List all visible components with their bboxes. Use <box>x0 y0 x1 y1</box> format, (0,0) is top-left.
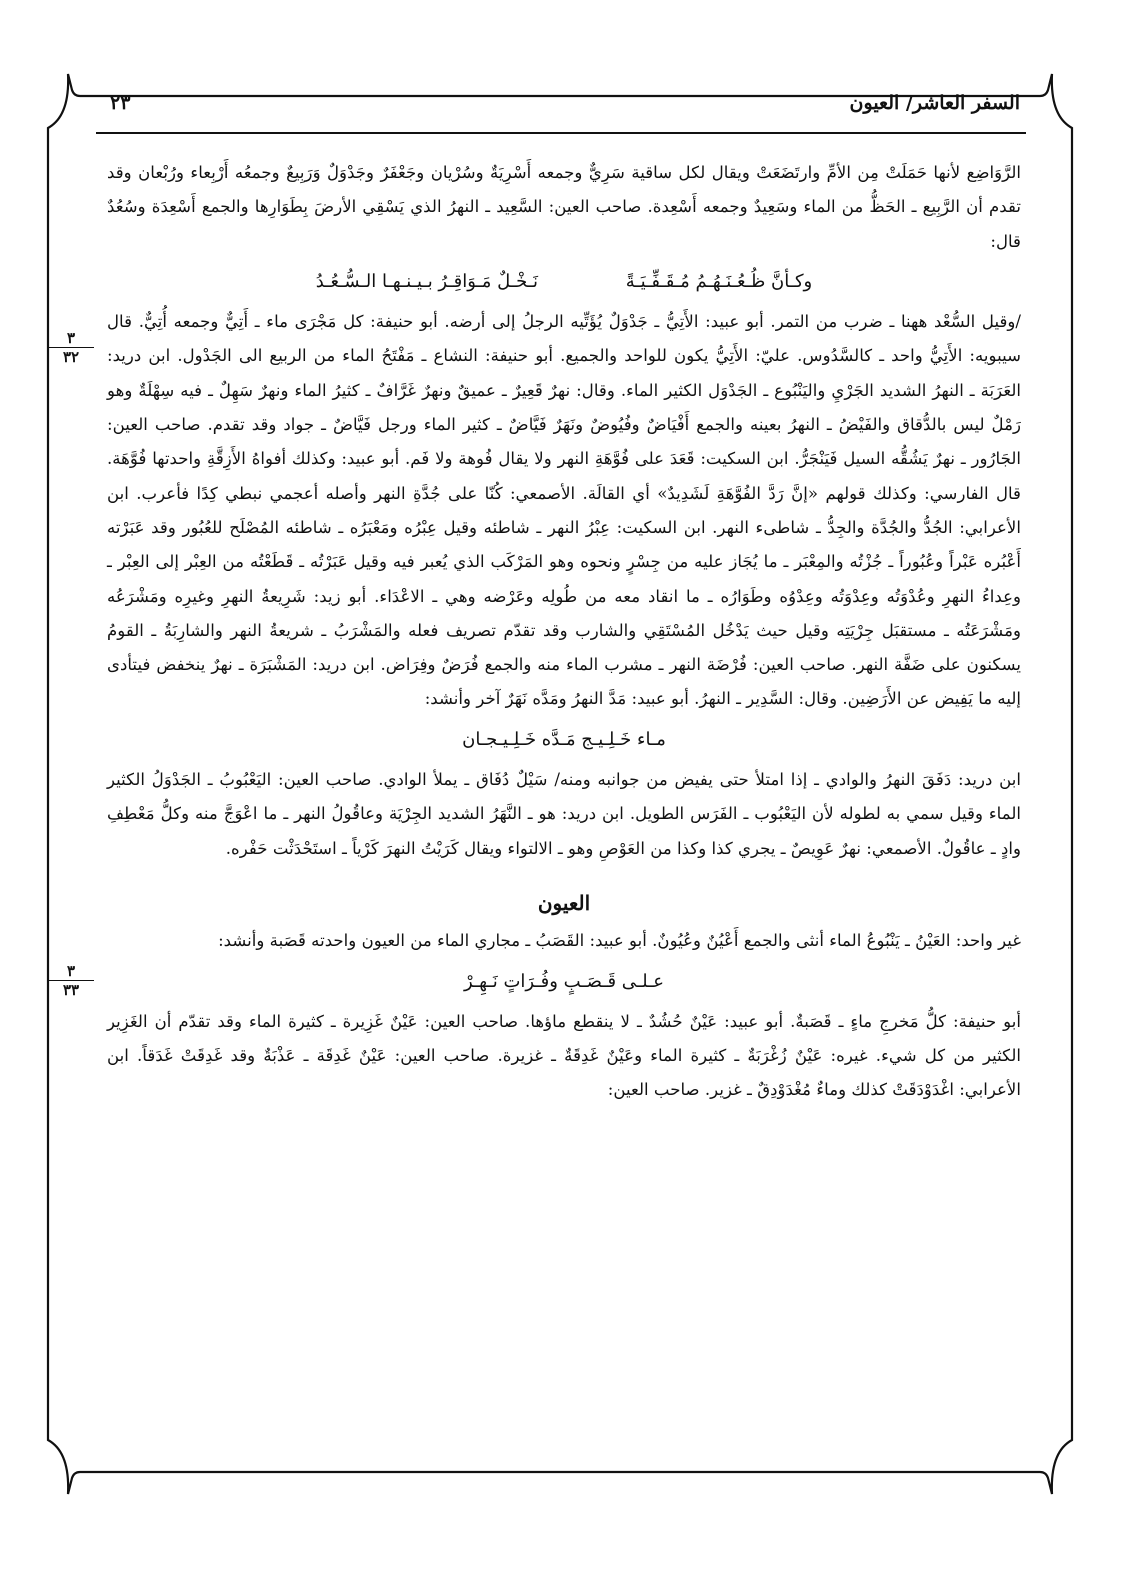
paragraph: /وقيل السُّعْد ههنا ـ ضرب من التمر. أبو عبيد: الأَتِيُّ ـ جَدْوَلٌ يُؤَتِّيه الرجلُ إلى أرضه. أبو حنيفة: كل مَجْرَى ماء ـ أَتِيٌّ وجمعه أُتِيٌّ. قال سيبويه: الأَتِيُّ واحد ـ كالسَّدُوس. عليّ: الأَتِيُّ يكون للواحد والجميع. أبو حنيفة: النشاع ـ مَفْتَحُ الماء من الربيع الى الجَدْول. ابن دريد: العَرَبَة ـ النهرُ الشديد الجَرْيِ واليَنْبُوع ـ الجَدْوَل الكثير الماء. وقال: نهرٌ قَعِيرٌ ـ عميقٌ ونهرٌ غَرَّافٌ ـ كثيرُ الماء ونهرٌ سَهِلٌ ـ فيه سِهْلَةٌ وهو رَمْلٌ ليس بالدُّقاق والفَيْضُ ـ النهرُ بعينه والجمع أَفْيَاضٌ وفُيُوضٌ ونَهَرٌ فَيَّاضٌ ـ كثير الماء ورجل فَيَّاضٌ ـ جواد وقد تقدم. صاحب العين: الجَارُور ـ نهرٌ يَشُقُّه السيل فَيَنْجَرُّ. ابن السكيت: قَعَدَ على فُوَّهَةِ النهر ولا يقال فُوهة ولا فَم. أبو عبيد: وكذلك أفواهُ الأَزِقَّةِ واحدتها فُوَّهَة. قال الفارسي: وكذلك قولهم «إنَّ رَدَّ الفُوَّهَةِ لَشَدِيدٌ» أي القالَة. الأصمعي: كُنّا على جُدَّةِ النهر وأصله أعجمي نبطي كِدًا فأعرب. ابن الأعرابي: الجُدُّ والجُدَّة والجِدُّ ـ شاطىء النهر. ابن السكيت: عِبْرُ النهر ـ شاطئه وقيل عِبْرُه ومَعْبَرُه ـ شاطئه المُصْلَح للعُبُور وقد عَبَرْته أَعْبُره عَبْراً وعُبُوراً ـ جُزْتُه والمِعْبَر ـ ما يُجَاز عليه من جِسْرٍ ونحوه وهو المَرْكَب الذي يُعبر فيه وقيل عَبَرْتُه ـ قَطَعْتُه من العِبْر إلى العِبْر ـ وعِداءُ النهرِ وعُدْوَتُه وعِدْوَتُه وعِدْوُه وطَوَارُه ـ ما انقاد معه من طُولِه وعَرْضه وهي ـ الاعْدَاء. أبو زيد: شَرِيعةُ النهرِ وغيرِه ومَشْرَعُه ومَشْرَعَتُه ـ مستقبَل جِرْيَتِه وقيل حيث يَدْخُل المُسْتَقِي والشارب وقد تقدّم تصريف فعله والمَشْرَبُ ـ شريعةُ النهر والشارِبَةُ ـ القومُ يسكنون على ضَفَّة النهر. صاحب العين: فُرْضَة النهر ـ مشرب الماء منه والجمع فُرَضٌ وفِرَاض. ابن دريد: المَشْبَرَة ـ نهرٌ ينخفض فيتأدى إليه ما يَفِيض عن الأَرَضِين. وقال: السَّدِير ـ النهرُ. أبو عبيد: مَدَّ النهرُ ومَدَّه نَهَرٌ آخر وأنشد: <box>107 312 1021 709</box>
verse-hemistich: وكـأنَّ ظُـعُـنَـهُـمُ مُـقَـفِّـيَـةً <box>625 270 813 292</box>
running-header <box>100 92 1020 122</box>
folio-denominator: ٣٣ <box>62 981 80 999</box>
margin-folio-note <box>48 963 94 998</box>
paragraph: غير واحد: العَيْنُ ـ يَنْبُوعُ الماء أنثى والجمع أَعْيُنٌ وعُيُونٌ. أبو عبيد: القَصَبُ ـ مجاري الماء من العيون واحدته قَصَبة وأنشد: <box>218 931 1021 951</box>
header-rule <box>96 132 1026 134</box>
verse-line <box>107 265 1021 299</box>
paragraph: الرَّوَاضِع لأنها حَمَلَتْ مِن الأمِّ وارتَضَعَتْ ويقال لكل ساقية سَرِيٌّ وجمعه أَسْرِيَةٌ وسُرْيان وجَعْفَرٌ وجَدْوَلٌ وَرَبِيعٌ وجمعُه أَرْبِعاء ورُبْعان وقد تقدم أن الرَّبِيع ـ الحَظُّ من الماء وسَعِيدٌ وجمعه أَسْعِدة. صاحب العين: السَّعِيد ـ النهرُ الذي يَسْقِي الأرضَ بِطَوَارِها والجمع أَسْعِدَة وسُعُدٌ قال: <box>107 163 1021 251</box>
section-heading: العيون <box>537 890 591 915</box>
folio-numerator: ٣ <box>48 963 94 981</box>
verse-line <box>107 723 1021 757</box>
folio-denominator: ٣٢ <box>62 348 80 366</box>
verse-hemistich: نَـخْـلٌ مَـوَاقِـرُ بـيـنـهـا الـسُّـعُـدُ <box>315 270 538 292</box>
page-number: ٢٣ <box>110 92 131 114</box>
margin-folio-note <box>48 330 94 365</box>
verse-line <box>107 965 1021 999</box>
verse-hemistich: مـاء خَـلِـيـج مَـدَّه خَـلِـيـجـان <box>462 728 666 750</box>
verse-hemistich: عـلـى قَـصَـبٍ وفُـرَاتٍ نَـهِـرْ <box>463 970 665 992</box>
page-body <box>107 156 1021 1108</box>
paragraph: ابن دريد: دَفَقَ النهرُ والوادي ـ إذا امتلأ حتى يفيض من جوانبه ومنه/ سَيْلٌ دُفَاق ـ يملأ الوادي. صاحب العين: اليَعْبُوبُ ـ الجَدْوَلُ الكثير الماء وقيل سمي به لطوله لأن اليَعْبُوب ـ الفَرَس الطويل. ابن دريد: هو ـ النَّهَرُ الشديد الجِرْيَة وعاقُولُ النهر ـ ما اعْوَجَّ منه وكلُّ مَعْطِفِ وادٍ ـ عاقُولٌ. الأصمعي: نهرٌ عَوِيصٌ ـ يجري كذا وكذا من العَوْصِ وهو ـ الالتواء ويقال كَرَيْتُ النهرَ كَرْياً ـ استَحْدَثْت حَفْره. <box>107 770 1021 858</box>
paragraph: أبو حنيفة: كلُّ مَخرجِ ماءٍ ـ قَصَبةٌ. أبو عبيد: عَيْنٌ حُشُدٌ ـ لا ينقطع ماؤها. صاحب العين: عَيْنٌ غَزِيرة ـ كثيرة الماء وقد تقدّم أن الغَزِير الكثير من كل شيء. غيره: عَيْنٌ زُغْرَبَةٌ ـ كثيرة الماء وعَيْنٌ غَدِقَةٌ ـ غزيرة. صاحب العين: عَيْنٌ غَدِقَة ـ عَذْبَةٌ وقد غَدِقَتْ غَدَقاً. ابن الأعرابي: اغْدَوْدَقَتْ كذلك وماءٌ مُغْدَوْدِقٌ ـ غزير. صاحب العين: <box>107 1011 1021 1100</box>
folio-numerator: ٣ <box>48 330 94 348</box>
running-title: السفر العاشر/ العيون <box>849 92 1020 114</box>
